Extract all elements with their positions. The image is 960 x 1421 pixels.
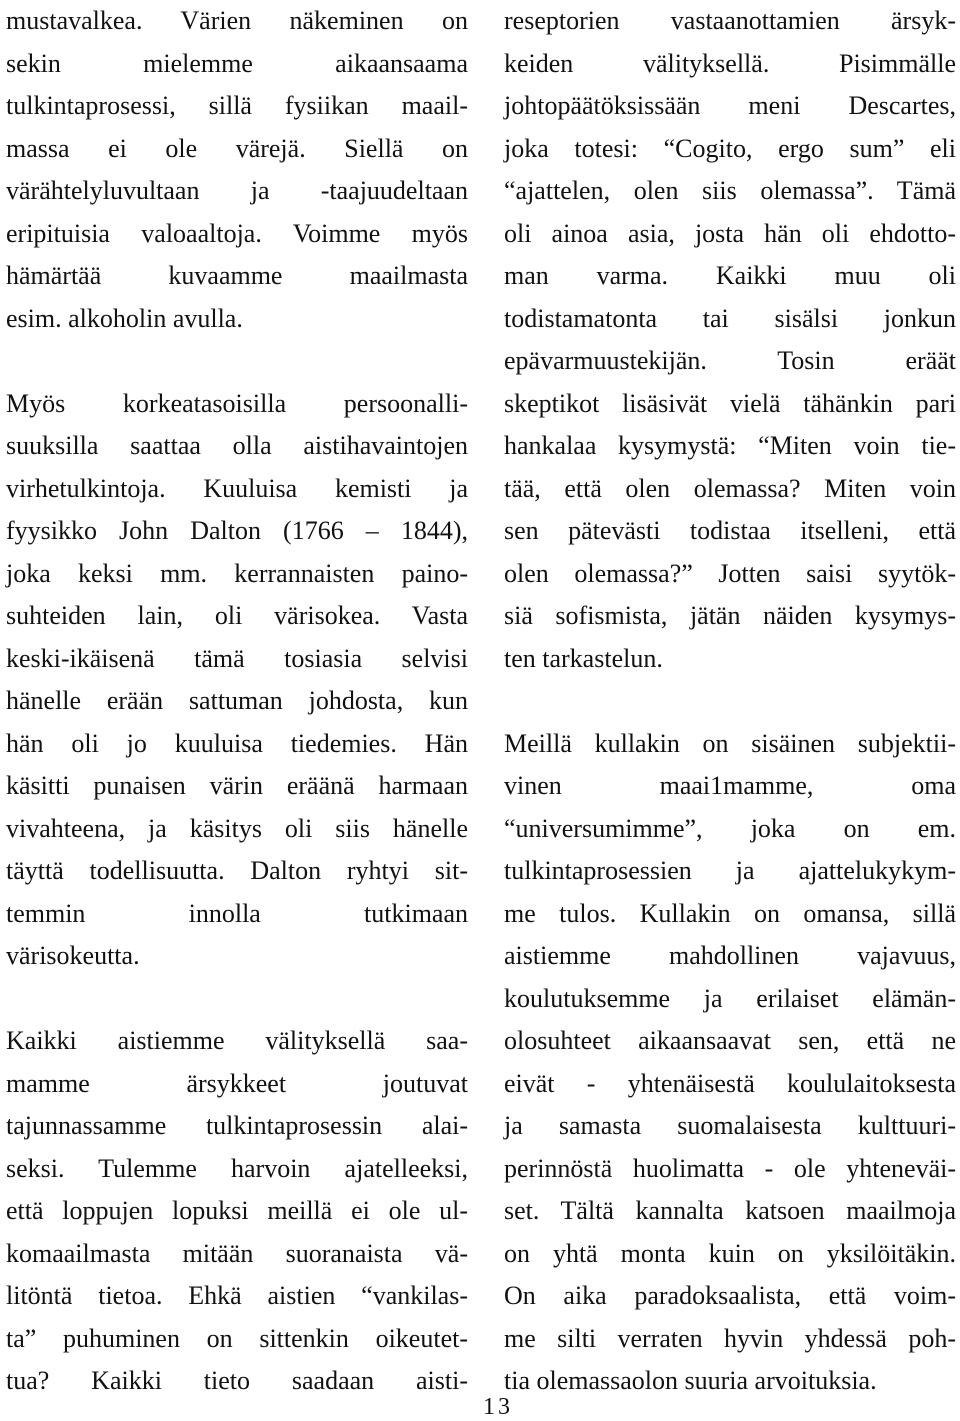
text-line: massa ei ole värejä. Siellä on: [6, 133, 468, 163]
text-line: vivahteena, ja käsitys oli siis hänelle: [6, 813, 468, 843]
text-line: skeptikot lisäsivät vielä tähänkin pari: [504, 388, 956, 418]
text-line: litöntä tietoa. Ehkä aistien “vankilas-: [6, 1281, 468, 1310]
text-line: keski-ikäisenä tämä tosiasia selvisi: [6, 643, 468, 673]
text-line: perinnöstä huolimatta - ole yhteneväi-: [504, 1153, 956, 1183]
text-line: tia olemassaolon suuria arvoituksia.: [504, 1366, 877, 1395]
text-line: värisokeutta.: [6, 941, 140, 970]
text-line: esim. alkoholin avulla.: [6, 303, 243, 333]
text-line: ja samasta suomalaisesta kulttuuri-: [504, 1111, 956, 1140]
text-line: Myös korkeatasoisilla persoonalli-: [6, 388, 468, 418]
text-line: On aika paradoksaalista, että voim-: [504, 1281, 956, 1310]
text-line: “ajattelen, olen siis olemassa”. Tämä: [504, 176, 956, 205]
text-line: hämärtää kuvaamme maailmasta: [6, 261, 468, 290]
text-line: koulutuksemme ja erilaiset elämän-: [504, 983, 956, 1013]
text-line: oli ainoa asia, josta hän oli ehdotto-: [504, 218, 956, 248]
text-line: temmin innolla tutkimaan: [6, 898, 468, 928]
text-line: vinen maai1mamme, oma: [504, 771, 956, 800]
text-line: on yhtä monta kuin on yksilöitäkin.: [504, 1238, 956, 1268]
text-line: käsitti punaisen värin eräänä harmaan: [6, 771, 468, 800]
text-line: hänelle erään sattuman johdosta, kun: [6, 686, 468, 715]
text-line: seksi. Tulemme harvoin ajatelleeksi,: [6, 1153, 468, 1183]
text-line: olosuhteet aikaansaavat sen, että ne: [504, 1026, 956, 1055]
text-line: värähtelyluvultaan ja -taajuudeltaan: [6, 176, 468, 205]
text-line: mustavalkea. Värien näkeminen on: [6, 6, 468, 35]
text-line: man varma. Kaikki muu oli: [504, 261, 956, 290]
text-line: sen pätevästi todistaa itselleni, että: [504, 516, 956, 545]
text-line: eripituisia valoaaltoja. Voimme myös: [6, 218, 468, 248]
text-line: eivät - yhtenäisestä koululaitoksesta: [504, 1068, 956, 1098]
text-line: reseptorien vastaanottamien ärsyk-: [504, 6, 956, 35]
text-line: täyttä todellisuutta. Dalton ryhtyi sit-: [6, 856, 468, 885]
text-line: set. Tältä kannalta katsoen maailmoja: [504, 1196, 956, 1225]
text-line: hän oli jo kuuluisa tiedemies. Hän: [6, 728, 468, 758]
paragraph-gap: [504, 680, 956, 723]
text-line: virhetulkintoja. Kuuluisa kemisti ja: [6, 473, 468, 503]
text-line: tulkintaprosessien ja ajattelukykym-: [504, 856, 956, 885]
text-line: “universumimme”, joka on em.: [504, 813, 956, 843]
text-line: ten tarkastelun.: [504, 643, 663, 673]
paragraph-gap: [6, 340, 468, 383]
text-line: todistamatonta tai sisälsi jonkun: [504, 303, 956, 333]
text-line: keiden välityksellä. Pisimmälle: [504, 48, 956, 78]
text-line: komaailmasta mitään suoranaista vä-: [6, 1238, 468, 1268]
text-line: me silti verraten hyvin yhdessä poh-: [504, 1323, 956, 1353]
text-line: joka totesi: “Cogito, ergo sum” eli: [504, 133, 956, 163]
text-line: tää, että olen olemassa? Miten voin: [504, 473, 956, 503]
page-number: 13: [483, 1394, 513, 1420]
text-line: joka keksi mm. kerrannaisten paino-: [6, 558, 468, 588]
text-line: olen olemassa?” Jotten saisi syytök-: [504, 558, 956, 588]
text-line: että loppujen lopuksi meillä ei ole ul-: [6, 1196, 468, 1225]
text-line: suuksilla saattaa olla aistihavaintojen: [6, 431, 468, 460]
text-line: suhteiden lain, oli värisokea. Vasta: [6, 601, 468, 630]
left-text-column: [6, 0, 468, 1403]
text-line: fyysikko John Dalton (1766 – 1844),: [6, 516, 468, 545]
text-line: ta” puhuminen on sittenkin oikeutet-: [6, 1323, 468, 1353]
text-line: johtopäätöksissään meni Descartes,: [504, 91, 956, 120]
text-line: Meillä kullakin on sisäinen subjektii-: [504, 728, 956, 758]
text-line: me tulos. Kullakin on omansa, sillä: [504, 898, 956, 928]
right-text-column: [504, 0, 956, 1403]
text-line: mamme ärsykkeet joutuvat: [6, 1068, 468, 1098]
text-line: tajunnassamme tulkintaprosessin alai-: [6, 1111, 468, 1140]
text-line: siä sofismista, jätän näiden kysymys-: [504, 601, 956, 630]
paragraph-gap: [6, 978, 468, 1021]
text-line: Kaikki aistiemme välityksellä saa-: [6, 1026, 468, 1055]
text-line: epävarmuustekijän. Tosin eräät: [504, 346, 956, 375]
text-line: sekin mielemme aikaansaama: [6, 48, 468, 78]
text-line: tulkintaprosessi, sillä fysiikan maail-: [6, 91, 468, 120]
text-line: tua? Kaikki tieto saadaan aisti-: [6, 1366, 468, 1395]
text-line: aistiemme mahdollinen vajavuus,: [504, 941, 956, 970]
text-line: hankalaa kysymystä: “Miten voin tie-: [504, 431, 956, 460]
